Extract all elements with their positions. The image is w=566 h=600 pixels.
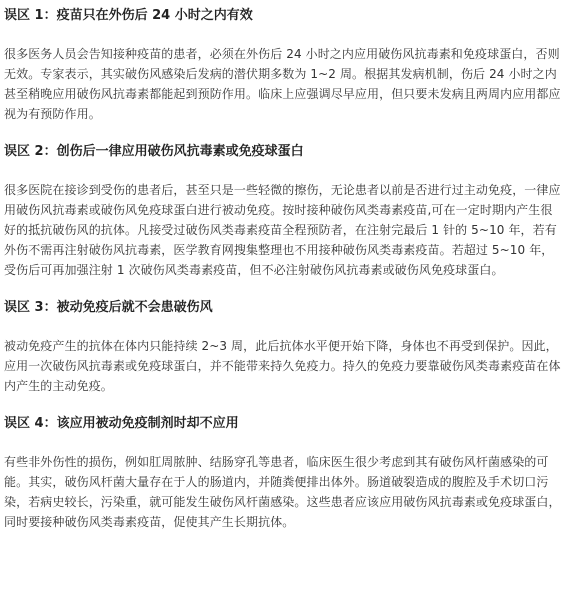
section-1-heading: 误区 1：疫苗只在外伤后 24 小时之内有效: [4, 8, 253, 23]
section-2-heading: 误区 2：创伤后一律应用破伤风抗毒素或免疫球蛋白: [4, 144, 304, 159]
section-3-heading: 误区 3：被动免疫后就不会患破伤风: [4, 300, 213, 315]
section-2-paragraph: 很多医院在接诊到受伤的患者后，甚至只是一些轻微的擦伤，无论患者以前是否进行过主动免疫，一律应用破伤风抗毒素或破伤风免疫球蛋白进行被动免疫。按时接种破伤风类毒素疫苗,可在一定时期内产生很好的抵抗破伤风的抗体。凡接受过破伤风类毒素疫苗全程预防者，在注射完最后 1 针的 5~10 年，若有外伤不需再注射破伤风抗毒素，医学教育网搜集整理也不用接种破伤风类毒素疫苗。若超过 5~10 年，受伤后可再加强注射 1 次破伤风类毒素疫苗，但不必注射破伤风抗毒素或破伤风免疫球蛋白。: [4, 183, 561, 277]
section-4-heading: 误区 4：该应用被动免疫制剂时却不应用: [4, 416, 239, 431]
section-4-paragraph: 有些非外伤性的损伤，例如肛周脓肿、结肠穿孔等患者，临床医生很少考虑到其有破伤风杆菌感染的可能。其实，破伤风杆菌大量存在于人的肠道内，并随粪便排出体外。肠道破裂造成的腹腔及手术切口污染，若病史较长，污染重，就可能发生破伤风杆菌感染。这些患者应该应用破伤风抗毒素或免疫球蛋白，同时要接种破伤风类毒素疫苗，促使其产生长期抗体。: [4, 455, 561, 529]
section-1-paragraph: 很多医务人员会告知接种疫苗的患者，必须在外伤后 24 小时之内应用破伤风抗毒素和免疫球蛋白，否则无效。专家表示，其实破伤风感染后发病的潜伏期多数为 1~2 周。根据其发病机制，伤后 24 小时之内甚至稍晚应用破伤风抗毒素都能起到预防作用。临床上应强调尽早应用，但只要未发病且两周内应用都应视为有预防作用。: [4, 47, 561, 121]
section-3-paragraph: 被动免疫产生的抗体在体内只能持续 2~3 周，此后抗体水平便开始下降，身体也不再受到保护。因此，应用一次破伤风抗毒素或免疫球蛋白，并不能带来持久免疫力。持久的免疫力要靠破伤风类毒素疫苗在体内产生的主动免疫。: [4, 339, 561, 393]
